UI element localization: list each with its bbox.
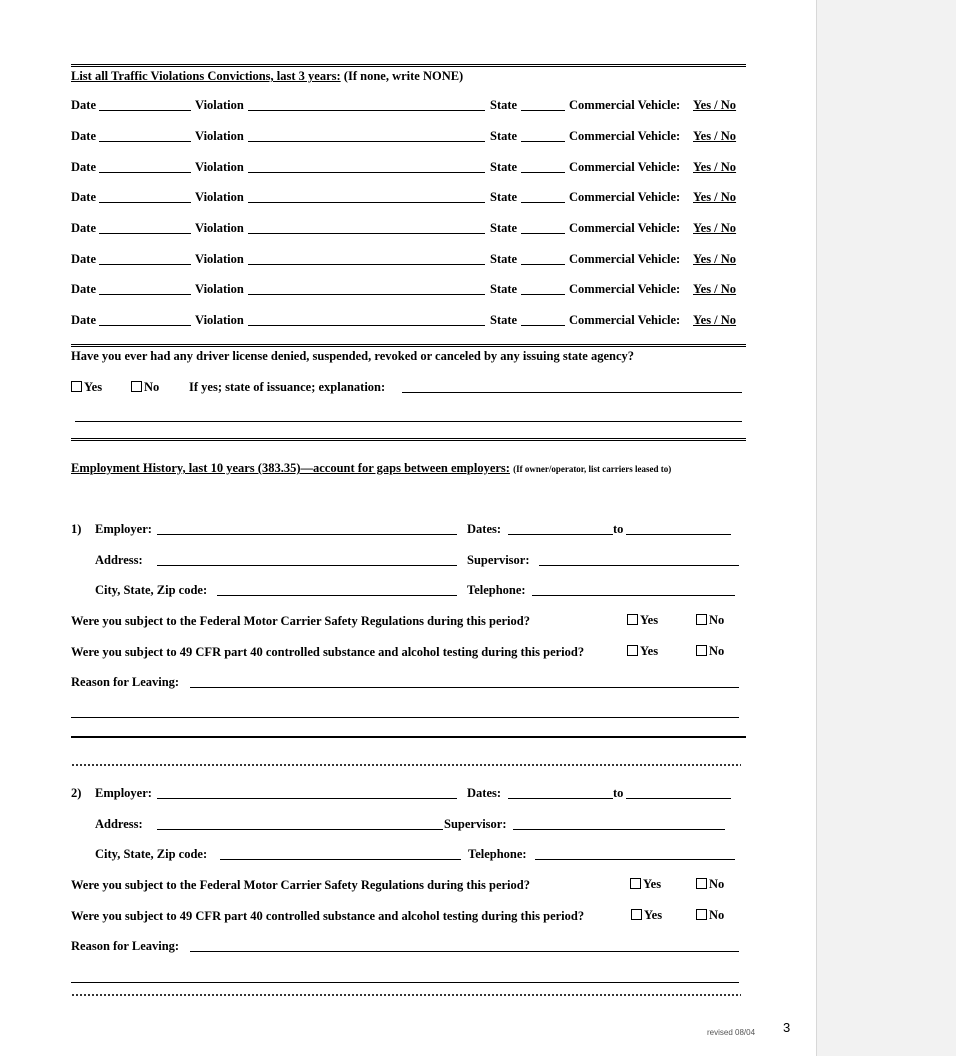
violation-input[interactable] (248, 325, 485, 326)
violation-label: Violation (195, 313, 244, 327)
no-label: No (709, 908, 725, 922)
violation-state-input[interactable] (521, 233, 565, 234)
violation-date-label: Date (71, 221, 96, 235)
violation-label: Violation (195, 129, 244, 143)
violation-state-input[interactable] (521, 202, 565, 203)
employer-1-fmcsr-yes (627, 613, 658, 627)
dotted-separator (71, 993, 741, 997)
yes-label: Yes (644, 908, 663, 922)
employer-1-testing-no-checkbox[interactable] (696, 645, 707, 656)
employer-2-city-label: City, State, Zip code: (95, 847, 208, 861)
employer-2-testing-yes (631, 908, 662, 922)
traffic-heading: List all Traffic Violations Convictions, last 3 years: (71, 69, 341, 83)
employer-1-fmcsr-no-checkbox[interactable] (696, 614, 707, 625)
employment-note: (If owner/operator, list carriers leased to) (513, 464, 672, 474)
section-divider (71, 438, 746, 441)
violation-date-input[interactable] (99, 141, 191, 142)
revision-note: revised 08/04 (707, 1028, 756, 1037)
violation-state-input[interactable] (521, 172, 565, 173)
commercial-vehicle-label: Commercial Vehicle: (569, 282, 681, 296)
employer-1-testing-question: Were you subject to 49 CFR part 40 controlled substance and alcohol testing during this period? (71, 645, 585, 659)
violation-state-label: State (490, 129, 518, 143)
viewer-background (816, 0, 956, 1056)
violation-row (71, 129, 746, 145)
employer-2-dates-label: Dates: (467, 786, 502, 800)
violation-date-input[interactable] (99, 325, 191, 326)
commercial-vehicle-yes-no[interactable]: Yes / No (693, 282, 737, 296)
yes-label: Yes (643, 877, 662, 891)
employer-1-testing-yes (627, 644, 658, 658)
employer-1-reason-input[interactable] (190, 687, 739, 688)
employer-1-to-label: to (613, 522, 624, 536)
no-label: No (709, 644, 725, 658)
employer-2-reason-label: Reason for Leaving: (71, 939, 180, 953)
violation-date-input[interactable] (99, 294, 191, 295)
employer-1-fmcsr-question: Were you subject to the Federal Motor Carrier Safety Regulations during this period? (71, 614, 530, 628)
employer-1-fmcsr-no (696, 613, 724, 627)
violation-date-input[interactable] (99, 264, 191, 265)
violation-date-label: Date (71, 160, 96, 174)
violation-input[interactable] (248, 202, 485, 203)
employer-1-number: 1) (71, 522, 82, 536)
employer-1-label: Employer: (95, 522, 152, 536)
violation-state-input[interactable] (521, 110, 565, 111)
violation-row (71, 252, 746, 268)
commercial-vehicle-label: Commercial Vehicle: (569, 98, 681, 112)
employer-2-fmcsr-question: Were you subject to the Federal Motor Carrier Safety Regulations during this period? (71, 878, 530, 892)
employer-2-city-input[interactable] (220, 859, 461, 860)
employer-1-supervisor-label: Supervisor: (467, 553, 530, 567)
license-yes-checkbox[interactable] (71, 381, 82, 392)
no-label: No (709, 877, 725, 891)
violation-date-label: Date (71, 129, 96, 143)
section-divider (71, 64, 746, 67)
employer-2-date-to[interactable] (626, 798, 731, 799)
violation-date-label: Date (71, 98, 96, 112)
yes-label: Yes (640, 644, 659, 658)
employer-2-testing-no-checkbox[interactable] (696, 909, 707, 920)
employer-1-city-label: City, State, Zip code: (95, 583, 208, 597)
violation-label: Violation (195, 221, 244, 235)
employer-2-supervisor-input[interactable] (513, 829, 725, 830)
commercial-vehicle-yes-no[interactable]: Yes / No (693, 252, 737, 266)
violation-row (71, 190, 746, 206)
commercial-vehicle-yes-no[interactable]: Yes / No (693, 98, 737, 112)
violation-state-input[interactable] (521, 141, 565, 142)
employer-1-city-input[interactable] (217, 595, 457, 596)
commercial-vehicle-label: Commercial Vehicle: (569, 252, 681, 266)
employer-2-fmcsr-yes-checkbox[interactable] (630, 878, 641, 889)
violation-date-input[interactable] (99, 202, 191, 203)
employer-2-testing-yes-checkbox[interactable] (631, 909, 642, 920)
commercial-vehicle-label: Commercial Vehicle: (569, 221, 681, 235)
commercial-vehicle-yes-no[interactable]: Yes / No (693, 221, 737, 235)
violation-label: Violation (195, 98, 244, 112)
violation-row (71, 98, 746, 114)
employer-1-reason-input-line2[interactable] (71, 717, 739, 718)
employer-1-input[interactable] (157, 534, 457, 535)
violation-label: Violation (195, 160, 244, 174)
license-no-label: No (144, 380, 160, 394)
employer-2-label: Employer: (95, 786, 152, 800)
violation-input[interactable] (248, 172, 485, 173)
commercial-vehicle-label: Commercial Vehicle: (569, 313, 681, 327)
traffic-heading-row (71, 69, 463, 83)
violation-state-label: State (490, 190, 518, 204)
violation-input[interactable] (248, 141, 485, 142)
violation-date-label: Date (71, 313, 96, 327)
employer-2-fmcsr-no (696, 877, 724, 891)
license-question: Have you ever had any driver license denied, suspended, revoked or canceled by any issuing state agency? (71, 349, 634, 363)
commercial-vehicle-label: Commercial Vehicle: (569, 190, 681, 204)
violation-state-label: State (490, 98, 518, 112)
violation-label: Violation (195, 282, 244, 296)
violation-state-input[interactable] (521, 294, 565, 295)
employer-1-address-label: Address: (95, 553, 143, 567)
employer-2-reason-input-line2[interactable] (71, 982, 739, 983)
violation-state-label: State (490, 252, 518, 266)
license-no-checkbox[interactable] (131, 381, 142, 392)
commercial-vehicle-yes-no[interactable]: Yes / No (693, 160, 737, 174)
commercial-vehicle-yes-no[interactable]: Yes / No (693, 129, 737, 143)
violation-date-input[interactable] (99, 172, 191, 173)
employer-2-date-from[interactable] (508, 798, 613, 799)
section-divider (71, 344, 746, 347)
section-divider (71, 736, 746, 738)
employer-2-fmcsr-yes (630, 877, 661, 891)
license-explain-input-line2[interactable] (75, 421, 742, 422)
violation-row (71, 160, 746, 176)
violation-date-label: Date (71, 282, 96, 296)
violation-input[interactable] (248, 294, 485, 295)
violation-input[interactable] (248, 110, 485, 111)
violation-label: Violation (195, 252, 244, 266)
violation-row (71, 282, 746, 298)
employer-1-testing-yes-checkbox[interactable] (627, 645, 638, 656)
violation-row (71, 313, 746, 329)
commercial-vehicle-yes-no[interactable]: Yes / No (693, 190, 737, 204)
employer-1-supervisor-input[interactable] (539, 565, 739, 566)
employer-1-date-to[interactable] (626, 534, 731, 535)
employer-2-telephone-input[interactable] (535, 859, 735, 860)
employer-1-date-from[interactable] (508, 534, 613, 535)
employer-1-testing-no (696, 644, 724, 658)
violation-state-label: State (490, 282, 518, 296)
traffic-note: (If none, write NONE) (343, 69, 464, 83)
employer-2-address-label: Address: (95, 817, 143, 831)
violation-input[interactable] (248, 264, 485, 265)
employment-heading-row (71, 461, 671, 476)
violation-state-label: State (490, 313, 518, 327)
violation-row (71, 221, 746, 237)
employer-2-to-label: to (613, 786, 624, 800)
violation-state-label: State (490, 160, 518, 174)
violation-date-label: Date (71, 252, 96, 266)
employment-heading: Employment History, last 10 years (383.35)—account for gaps between employers: (71, 461, 510, 475)
commercial-vehicle-label: Commercial Vehicle: (569, 129, 681, 143)
employer-1-fmcsr-yes-checkbox[interactable] (627, 614, 638, 625)
violation-state-label: State (490, 221, 518, 235)
employer-2-address-input[interactable] (157, 829, 443, 830)
employer-1-address-input[interactable] (157, 565, 457, 566)
violation-input[interactable] (248, 233, 485, 234)
employer-2-testing-question: Were you subject to 49 CFR part 40 controlled substance and alcohol testing during this period? (71, 909, 585, 923)
employer-2-testing-no (696, 908, 724, 922)
employer-2-number: 2) (71, 786, 82, 800)
license-answer-row (71, 380, 102, 394)
employer-1-telephone-label: Telephone: (467, 583, 526, 597)
license-explain-input[interactable] (402, 392, 742, 393)
violation-date-label: Date (71, 190, 96, 204)
employer-1-reason-label: Reason for Leaving: (71, 675, 180, 689)
dotted-separator (71, 763, 741, 767)
employer-2-input[interactable] (157, 798, 457, 799)
employer-2-fmcsr-no-checkbox[interactable] (696, 878, 707, 889)
employer-2-reason-input[interactable] (190, 951, 739, 952)
commercial-vehicle-yes-no[interactable]: Yes / No (693, 313, 737, 327)
violation-state-input[interactable] (521, 264, 565, 265)
violation-date-input[interactable] (99, 110, 191, 111)
employer-2-supervisor-label: Supervisor: (444, 817, 507, 831)
license-no-row (131, 380, 159, 394)
license-yes-label: Yes (84, 380, 103, 394)
employer-2-telephone-label: Telephone: (468, 847, 527, 861)
commercial-vehicle-label: Commercial Vehicle: (569, 160, 681, 174)
yes-label: Yes (640, 613, 659, 627)
employer-1-dates-label: Dates: (467, 522, 502, 536)
violation-state-input[interactable] (521, 325, 565, 326)
page-number: 3 (783, 1020, 791, 1035)
violation-date-input[interactable] (99, 233, 191, 234)
license-explain-label: If yes; state of issuance; explanation: (189, 380, 386, 394)
employer-1-telephone-input[interactable] (532, 595, 735, 596)
no-label: No (709, 613, 725, 627)
violation-label: Violation (195, 190, 244, 204)
